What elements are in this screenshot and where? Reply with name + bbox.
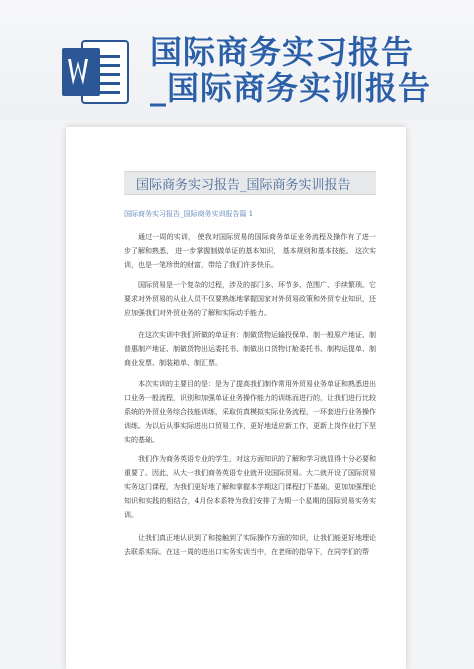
paragraph-4: 本次实训的主要目的是：是为了提高我们制作常用外贸易业务单证和熟悉进出口业务一般流程，识别和加强单证业务操作能力的训练而进行的，让我们进行比较系统的外贸业务综合技能训练，采取仿真模拟实际业务流程，一环套进行业务操作训练。为以后从事实际进出口贸易工作，更好地适应新工作，更新上岗作业打下坚实的基础。: [124, 380, 376, 444]
paragraph-5: 我们作为商务英语专业的学生，对这方面知识的了解和学习就显得十分必要和重要了。因此，从大一我们商务英语专业就开设国际贸易。大二就开设了国际贸易实务这门课程，为我们更好地了解和掌握本学期这门课程打下基础，更加加强理论知识和实践的相结合，4月份本系特为我们安排了为期一个星期的国际贸易实务实训。: [124, 455, 376, 519]
title-line-2: _国际商务实训报告: [150, 68, 432, 107]
document-subtitle: 国际商务实习报告_国际商务实训报告篇 1: [124, 210, 254, 218]
paragraph-6: 让我们真正地认识到了和接触到了实际操作方面的知识，让我们能更好地理论去联系实际。在这一周的进出口实务实训当中，在老师的指导下，在同学们的帮: [124, 534, 376, 556]
header-banner: [0, 0, 474, 120]
document-heading-bar: [124, 171, 376, 195]
title-line-1: 国际商务实习报告: [150, 33, 415, 71]
word-doc-icon: [60, 39, 130, 105]
paragraph-2: 国际贸易是一个复杂的过程，涉及的部门多、环节多、范围广、手续繁琐。它要求对外贸易的从业人员不仅要熟练地掌握国家对外贸易政策和外贸专业知识，还应加强我们对外贸业务的了解和实际动手能力。: [124, 281, 376, 317]
document-page: [66, 127, 406, 669]
paragraph-3: 在这次实训中我们所做的单证有：制做货物运输投保单、制一般原产地证、制普惠制产地证、制做货物出运委托书、制做出口货物订舱委托书、制构运提单、制商业发票、制装箱单、制汇票。: [124, 331, 376, 367]
document-heading: 国际商务实习报告_国际商务实训报告: [136, 178, 351, 193]
paragraph-1: 通过一周的实训， 使我对国际贸易的国际商务单证业务流程及操作有了进一步了解和熟悉， 进一步掌握制做单证的基本知识， 基本规则和基本技能。 这次实训，也是一笔珍贵的财富，带给了我们许多快乐。: [124, 233, 376, 269]
page-title: [150, 33, 470, 107]
